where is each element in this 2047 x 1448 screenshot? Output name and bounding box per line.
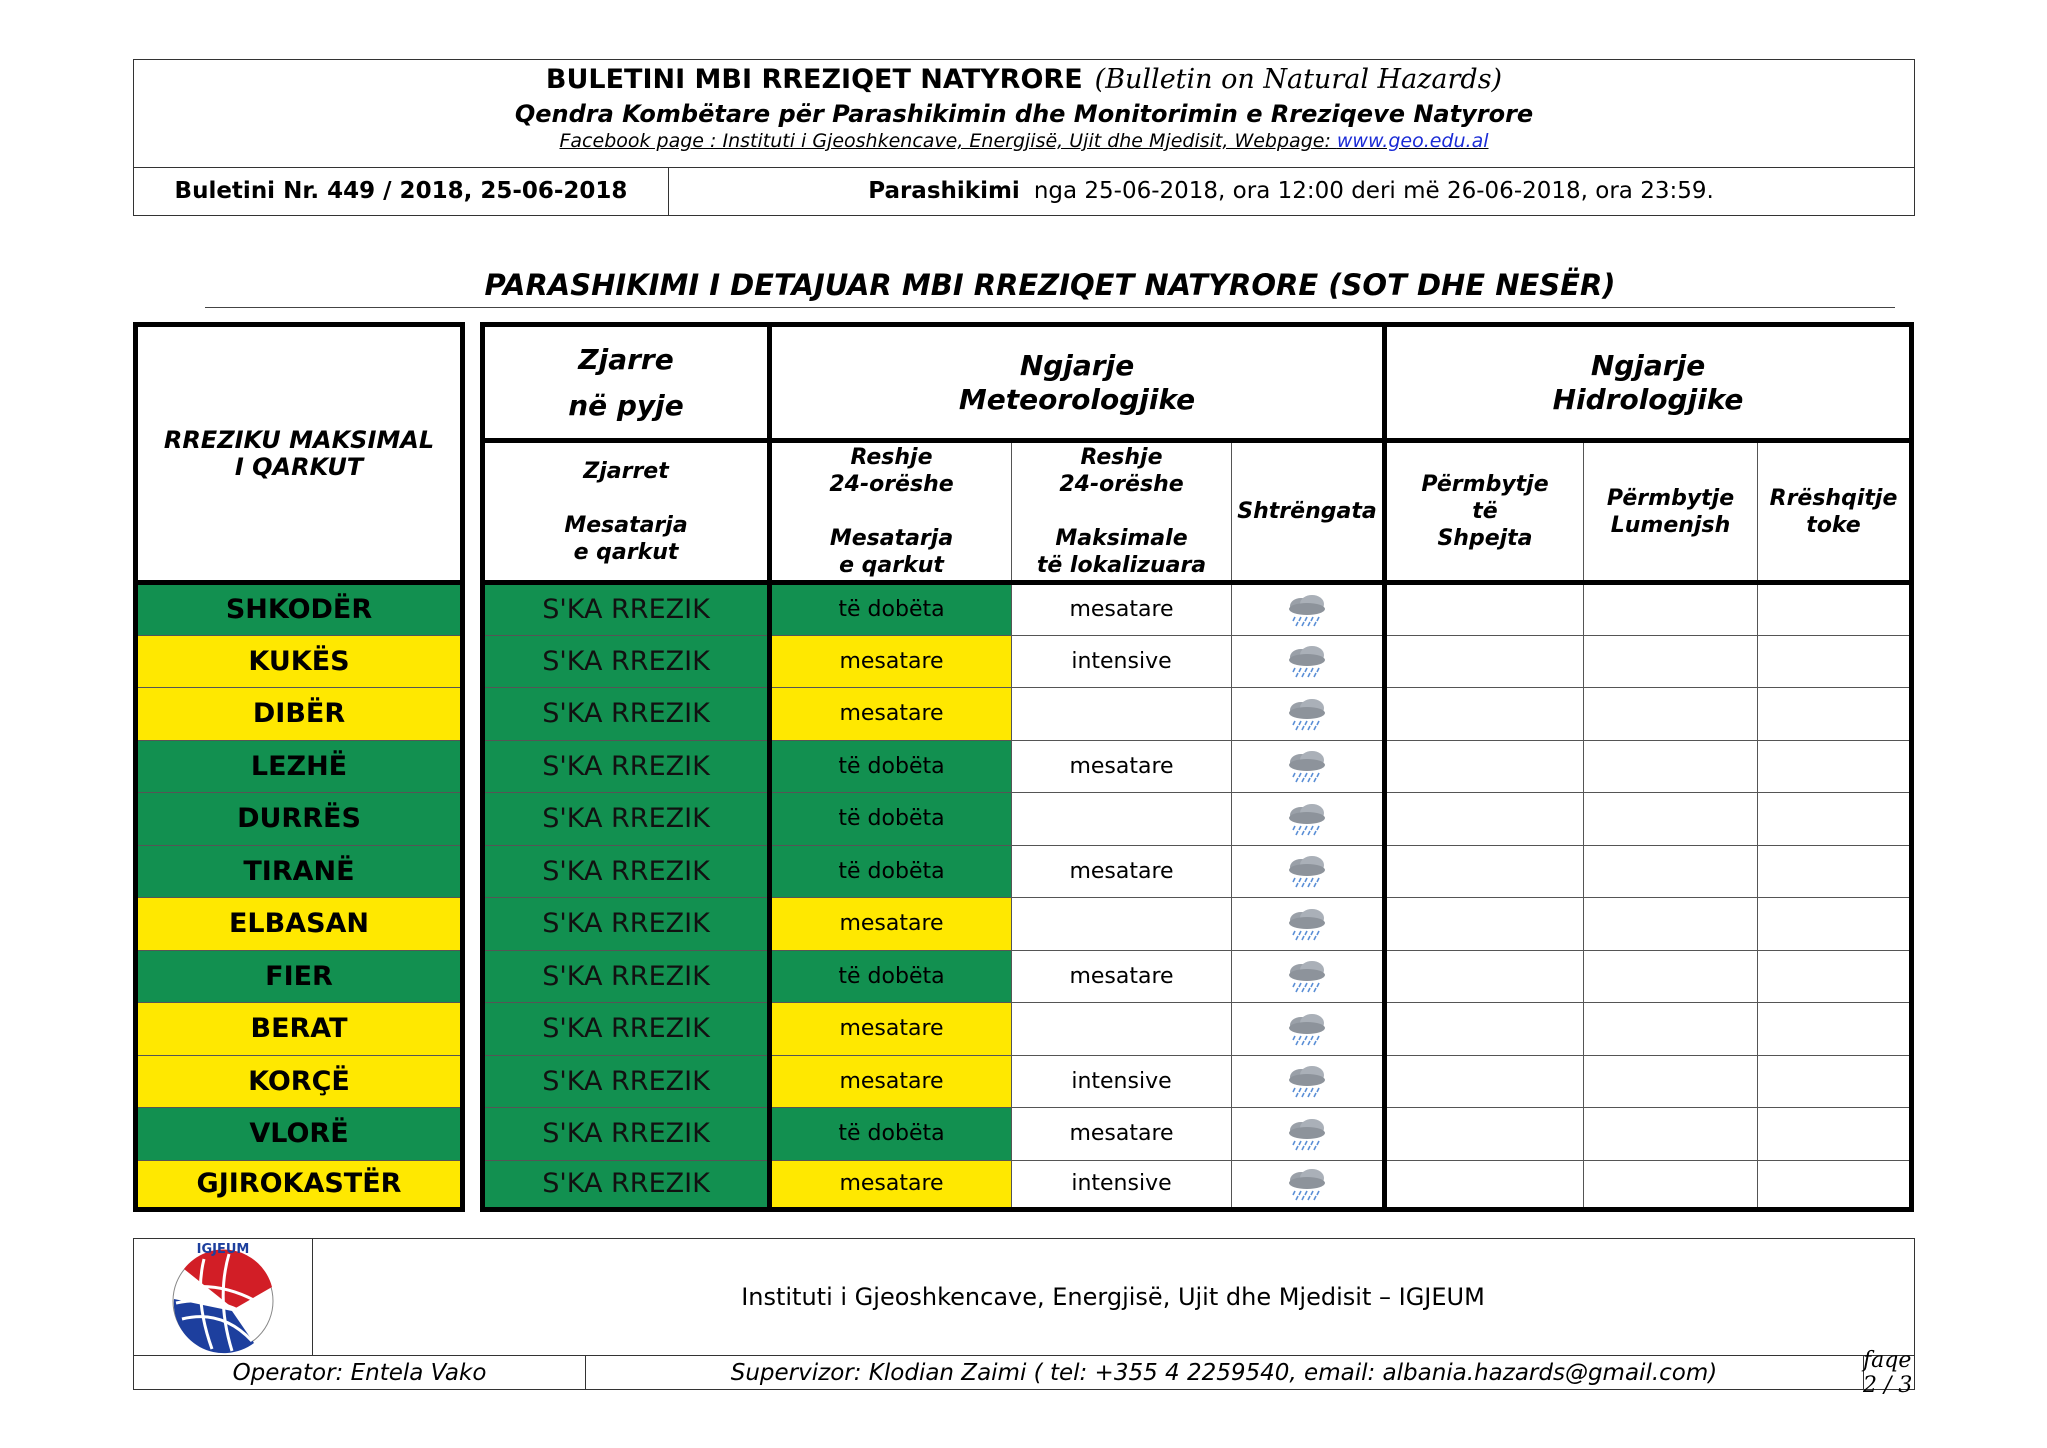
fire-risk: S'KA RREZIK [483, 740, 770, 793]
table-row [136, 1108, 1912, 1161]
hazard-table [133, 322, 1914, 1212]
rain-avg: mesatare [770, 1160, 1012, 1209]
bulletin-subtitle: Qendra Kombëtare për Parashikimin dhe Monitorimin e Rreziqeve Natyrore [514, 100, 1534, 128]
header-region: RREZIKU MAKSIMAL I QARKUT [136, 325, 463, 583]
header-hydro-group: Ngjarje Hidrologjike [1385, 325, 1912, 441]
fire-risk: S'KA RREZIK [483, 950, 770, 1003]
rain-avg: mesatare [770, 1055, 1012, 1108]
region-name: SHKODËR [136, 583, 463, 636]
flash-flood-cell [1385, 688, 1584, 741]
gap-cell [463, 740, 483, 793]
flash-flood-cell [1385, 740, 1584, 793]
rain-avg: të dobëta [770, 793, 1012, 846]
header-meteo-group: Ngjarje Meteorologjike [770, 325, 1385, 441]
gap-cell [463, 1108, 483, 1161]
rain-max [1012, 1003, 1232, 1056]
landslide-cell [1758, 898, 1912, 951]
flash-flood-cell [1385, 1160, 1584, 1209]
region-name: LEZHË [136, 740, 463, 793]
rain-avg: të dobëta [770, 845, 1012, 898]
fire-risk: S'KA RREZIK [483, 635, 770, 688]
table-row [136, 688, 1912, 741]
bulletin-title: BULETINI MBI RREZIQET NATYRORE [545, 64, 1083, 95]
flash-flood-cell [1385, 950, 1584, 1003]
forecast-period: nga 25-06-2018, ora 12:00 deri më 26-06-2018, ora 23:59. [1033, 178, 1714, 204]
facebook-text: Facebook page : Instituti i Gjeoshkencave, Energjisë, Ujit dhe Mjedisit, Webpage: [559, 130, 1337, 152]
igjeum-logo [134, 1239, 313, 1355]
table-row [136, 1003, 1912, 1056]
header-fire-avg: Zjarret Mesatarja e qarkut [483, 441, 770, 583]
fire-risk: S'KA RREZIK [483, 845, 770, 898]
gap-cell [463, 950, 483, 1003]
rain-max [1012, 898, 1232, 951]
gap-cell [463, 1003, 483, 1056]
gap-cell [463, 635, 483, 688]
header-flash-flood: Përmbytje të Shpejta [1385, 441, 1584, 583]
river-flood-cell [1584, 1160, 1758, 1209]
region-name: KORÇË [136, 1055, 463, 1108]
gap-cell [463, 793, 483, 846]
flash-flood-cell [1385, 583, 1584, 636]
fire-risk: S'KA RREZIK [483, 1003, 770, 1056]
table-row [136, 845, 1912, 898]
header-fire-group: Zjarre në pyje [483, 325, 770, 441]
fire-risk: S'KA RREZIK [483, 1055, 770, 1108]
landslide-cell [1758, 1055, 1912, 1108]
header-gap [463, 325, 483, 583]
rain-avg: të dobëta [770, 950, 1012, 1003]
storm-cell [1232, 740, 1385, 793]
rain-cloud-icon [1285, 697, 1329, 731]
svg-text:IGJEUM: IGJEUM [196, 1242, 250, 1257]
rain-max: mesatare [1012, 845, 1232, 898]
gap-cell [463, 688, 483, 741]
gap-cell [463, 1055, 483, 1108]
storm-cell [1232, 1003, 1385, 1056]
rain-cloud-icon [1285, 854, 1329, 888]
flash-flood-cell [1385, 635, 1584, 688]
institute-name: Instituti i Gjeoshkencave, Energjisë, Ujit dhe Mjedisit – IGJEUM [741, 1283, 1485, 1311]
rain-max: mesatare [1012, 740, 1232, 793]
rain-cloud-icon [1285, 1117, 1329, 1151]
fire-risk: S'KA RREZIK [483, 583, 770, 636]
table-row [136, 1160, 1912, 1209]
bulletin-title-en: (Bulletin on Natural Hazards) [1094, 64, 1503, 95]
operator: Operator: Entela Vako [134, 1356, 586, 1390]
page-number: faqe 2 / 3 [1863, 1348, 1913, 1398]
storm-cell [1232, 1160, 1385, 1209]
table-row [136, 635, 1912, 688]
webpage-link[interactable]: www.geo.edu.al [1336, 130, 1489, 152]
flash-flood-cell [1385, 898, 1584, 951]
storm-cell [1232, 583, 1385, 636]
rain-avg: të dobëta [770, 740, 1012, 793]
river-flood-cell [1584, 635, 1758, 688]
landslide-cell [1758, 1160, 1912, 1209]
table-row [136, 740, 1912, 793]
landslide-cell [1758, 635, 1912, 688]
landslide-cell [1758, 950, 1912, 1003]
bulletin-number: Buletini Nr. 449 / 2018, 25-06-2018 [134, 167, 669, 215]
river-flood-cell [1584, 1003, 1758, 1056]
gap-cell [463, 583, 483, 636]
flash-flood-cell [1385, 845, 1584, 898]
river-flood-cell [1584, 740, 1758, 793]
landslide-cell [1758, 1108, 1912, 1161]
region-name: ELBASAN [136, 898, 463, 951]
landslide-cell [1758, 688, 1912, 741]
gap-cell [463, 845, 483, 898]
header-rain-max: Reshje 24-orëshe Maksimale të lokalizuara [1012, 441, 1232, 583]
river-flood-cell [1584, 950, 1758, 1003]
storm-cell [1232, 898, 1385, 951]
fire-risk: S'KA RREZIK [483, 1160, 770, 1209]
river-flood-cell [1584, 583, 1758, 636]
rain-max: mesatare [1012, 950, 1232, 1003]
river-flood-cell [1584, 688, 1758, 741]
rain-cloud-icon [1285, 593, 1329, 627]
region-name: FIER [136, 950, 463, 1003]
region-name: VLORË [136, 1108, 463, 1161]
storm-cell [1232, 688, 1385, 741]
storm-cell [1232, 950, 1385, 1003]
header-rain-avg: Reshje 24-orëshe Mesatarja e qarkut [770, 441, 1012, 583]
globe-logo-icon [134, 1239, 312, 1355]
rain-cloud-icon [1285, 749, 1329, 783]
flash-flood-cell [1385, 793, 1584, 846]
landslide-cell [1758, 583, 1912, 636]
rain-avg: të dobëta [770, 1108, 1012, 1161]
storm-cell [1232, 1055, 1385, 1108]
storm-cell [1232, 793, 1385, 846]
rain-max: mesatare [1012, 583, 1232, 636]
fire-risk: S'KA RREZIK [483, 793, 770, 846]
table-row [136, 793, 1912, 846]
landslide-cell [1758, 740, 1912, 793]
river-flood-cell [1584, 845, 1758, 898]
river-flood-cell [1584, 898, 1758, 951]
river-flood-cell [1584, 793, 1758, 846]
storm-cell [1232, 635, 1385, 688]
gap-cell [463, 1160, 483, 1209]
region-name: BERAT [136, 1003, 463, 1056]
rain-max: intensive [1012, 635, 1232, 688]
landslide-cell [1758, 1003, 1912, 1056]
rain-avg: të dobëta [770, 583, 1012, 636]
rain-cloud-icon [1285, 802, 1329, 836]
storm-cell [1232, 845, 1385, 898]
supervisor-contact: Supervizor: Klodian Zaimi ( tel: +355 4 2259540, email: albania.hazards@gmail.com) [585, 1356, 1864, 1390]
header-landslide: Rrëshqitje toke [1758, 441, 1912, 583]
header-river-flood: Përmbytje Lumenjsh [1584, 441, 1758, 583]
region-name: GJIROKASTËR [136, 1160, 463, 1209]
table-row [136, 950, 1912, 1003]
table-row [136, 898, 1912, 951]
landslide-cell [1758, 845, 1912, 898]
forecast-period-line [668, 167, 1914, 215]
storm-cell [1232, 1108, 1385, 1161]
river-flood-cell [1584, 1108, 1758, 1161]
table-row [136, 583, 1912, 636]
facebook-line [134, 130, 1914, 152]
flash-flood-cell [1385, 1003, 1584, 1056]
bulletin-header [133, 59, 1915, 216]
rain-cloud-icon [1285, 1064, 1329, 1098]
fire-risk: S'KA RREZIK [483, 898, 770, 951]
landslide-cell [1758, 793, 1912, 846]
rain-cloud-icon [1285, 959, 1329, 993]
rain-max [1012, 793, 1232, 846]
flash-flood-cell [1385, 1108, 1584, 1161]
rain-max [1012, 688, 1232, 741]
rain-max: intensive [1012, 1160, 1232, 1209]
bulletin-footer [133, 1238, 1915, 1398]
rain-cloud-icon [1285, 1167, 1329, 1201]
fire-risk: S'KA RREZIK [483, 1108, 770, 1161]
fire-risk: S'KA RREZIK [483, 688, 770, 741]
rain-avg: mesatare [770, 688, 1012, 741]
region-name: TIRANË [136, 845, 463, 898]
gap-cell [463, 898, 483, 951]
header-storm: Shtrëngata [1232, 441, 1385, 583]
river-flood-cell [1584, 1055, 1758, 1108]
rain-max: mesatare [1012, 1108, 1232, 1161]
rain-avg: mesatare [770, 898, 1012, 951]
rain-avg: mesatare [770, 1003, 1012, 1056]
flash-flood-cell [1385, 1055, 1584, 1108]
rain-max: intensive [1012, 1055, 1232, 1108]
rain-cloud-icon [1285, 644, 1329, 678]
forecast-label: Parashikimi [868, 178, 1020, 204]
rain-cloud-icon [1285, 907, 1329, 941]
region-name: DIBËR [136, 688, 463, 741]
bulletin-title-line [134, 64, 1914, 95]
region-name: KUKËS [136, 635, 463, 688]
table-row [136, 1055, 1912, 1108]
section-title: PARASHIKIMI I DETAJUAR MBI RREZIQET NATYRORE (SOT DHE NESËR) [205, 268, 1895, 308]
rain-cloud-icon [1285, 1012, 1329, 1046]
rain-avg: mesatare [770, 635, 1012, 688]
region-name: DURRËS [136, 793, 463, 846]
